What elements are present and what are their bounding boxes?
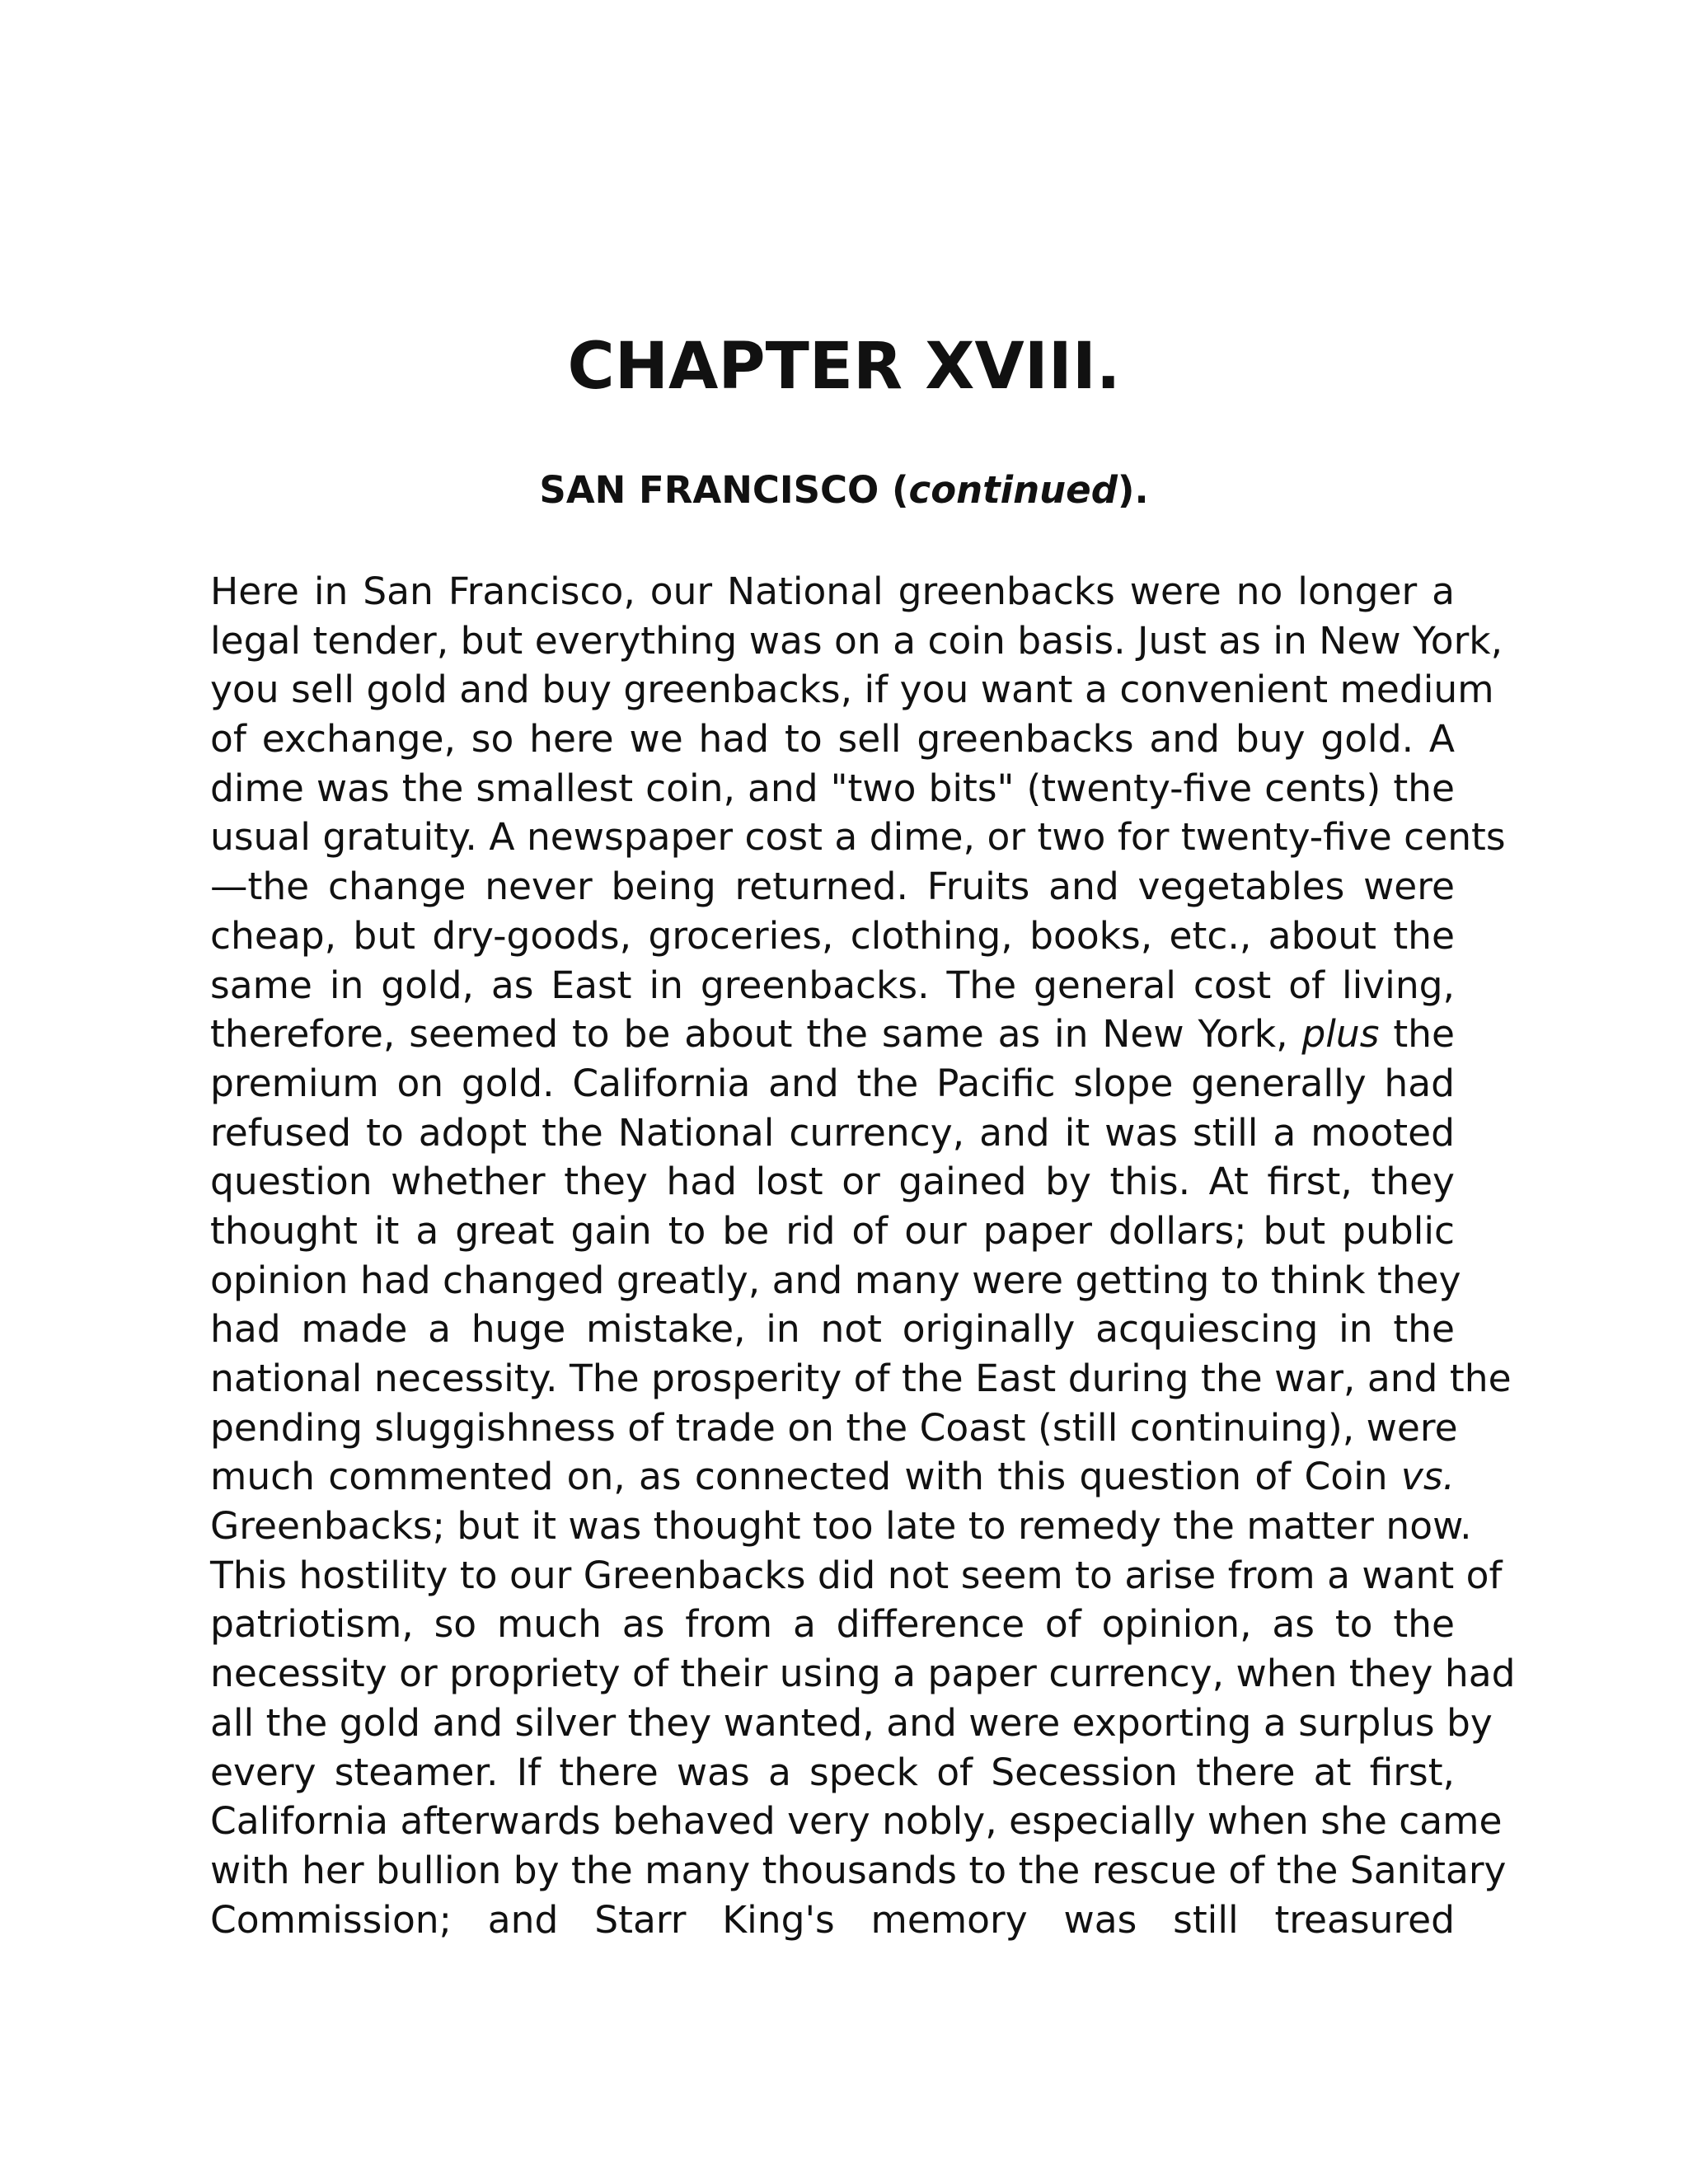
text-line: premium on gold. California and the Pacific slope generally had bbox=[210, 1061, 1455, 1105]
text-line: necessity or propriety of their using a paper currency, when they had bbox=[210, 1652, 1516, 1696]
text-fragment: therefore, seemed to be about the same as in New York, bbox=[210, 1012, 1288, 1057]
text-line: dime was the smallest coin, and "two bits" (twenty-five cents) the bbox=[210, 766, 1455, 810]
subtitle-end: ). bbox=[1117, 468, 1149, 512]
text-fragment: much commented on, as connected with this question of Coin bbox=[210, 1455, 1388, 1499]
text-line: Here in San Francisco, our National greenbacks were no longer a bbox=[210, 569, 1455, 613]
subtitle-text: SAN FRANCISCO ( bbox=[539, 468, 909, 512]
text-line-with-italic bbox=[210, 1452, 1455, 1502]
text-line: legal tender, but everything was on a coin basis. Just as in New York, bbox=[210, 618, 1503, 663]
subtitle-italic: continued bbox=[908, 468, 1118, 512]
text-line: with her bullion by the many thousands to the rescue of the Sanitary bbox=[210, 1848, 1507, 1892]
text-line: every steamer. If there was a speck of Secession there at first, bbox=[210, 1750, 1455, 1794]
text-line: all the gold and silver they wanted, and were exporting a surplus by bbox=[210, 1700, 1493, 1745]
chapter-title: CHAPTER XVIII. bbox=[567, 330, 1121, 404]
text-line: national necessity. The prosperity of the East during the war, and the bbox=[210, 1357, 1512, 1400]
text-line: same in gold, as East in greenbacks. The general cost of living, bbox=[210, 963, 1455, 1007]
text-line: you sell gold and buy greenbacks, if you want a convenient medium bbox=[210, 668, 1494, 712]
text-line: This hostility to our Greenbacks did not seem to arise from a want of bbox=[210, 1553, 1503, 1597]
text-line-with-italic bbox=[210, 1010, 1455, 1059]
text-line: had made a huge mistake, in not originally acquiescing in the bbox=[210, 1307, 1455, 1352]
text-line: cheap, but dry-goods, groceries, clothing, books, etc., about the bbox=[210, 913, 1455, 958]
text-fragment: the bbox=[1393, 1012, 1456, 1057]
body-paragraph bbox=[210, 567, 1516, 1944]
text-line: —the change never being returned. Fruits and vegetables were bbox=[210, 865, 1455, 909]
text-line: usual gratuity. A newspaper cost a dime, or two for twenty-five cents bbox=[210, 815, 1506, 860]
text-line: question whether they had lost or gained by this. At first, they bbox=[210, 1160, 1455, 1204]
italic-word: vs. bbox=[1400, 1455, 1455, 1499]
text-line: pending sluggishness of trade on the Coast (still continuing), were bbox=[210, 1405, 1458, 1450]
text-line: opinion had changed greatly, and many were getting to think they bbox=[210, 1258, 1461, 1302]
italic-word: plus bbox=[1301, 1012, 1380, 1057]
text-line: patriotism, so much as from a difference of opinion, as to the bbox=[210, 1602, 1455, 1647]
text-line: Commission; and Starr King's memory was still treasured bbox=[210, 1897, 1455, 1942]
text-line: refused to adopt the National currency, and it was still a mooted bbox=[210, 1110, 1455, 1155]
text-line: thought it a great gain to be rid of our paper dollars; but public bbox=[210, 1208, 1455, 1253]
text-line: of exchange, so here we had to sell greenbacks and buy gold. A bbox=[210, 717, 1455, 762]
text-line: California afterwards behaved very nobly, especially when she came bbox=[210, 1799, 1503, 1844]
chapter-subtitle bbox=[0, 466, 1688, 515]
text-line: Greenbacks; but it was thought too late to remedy the matter now. bbox=[210, 1504, 1472, 1549]
